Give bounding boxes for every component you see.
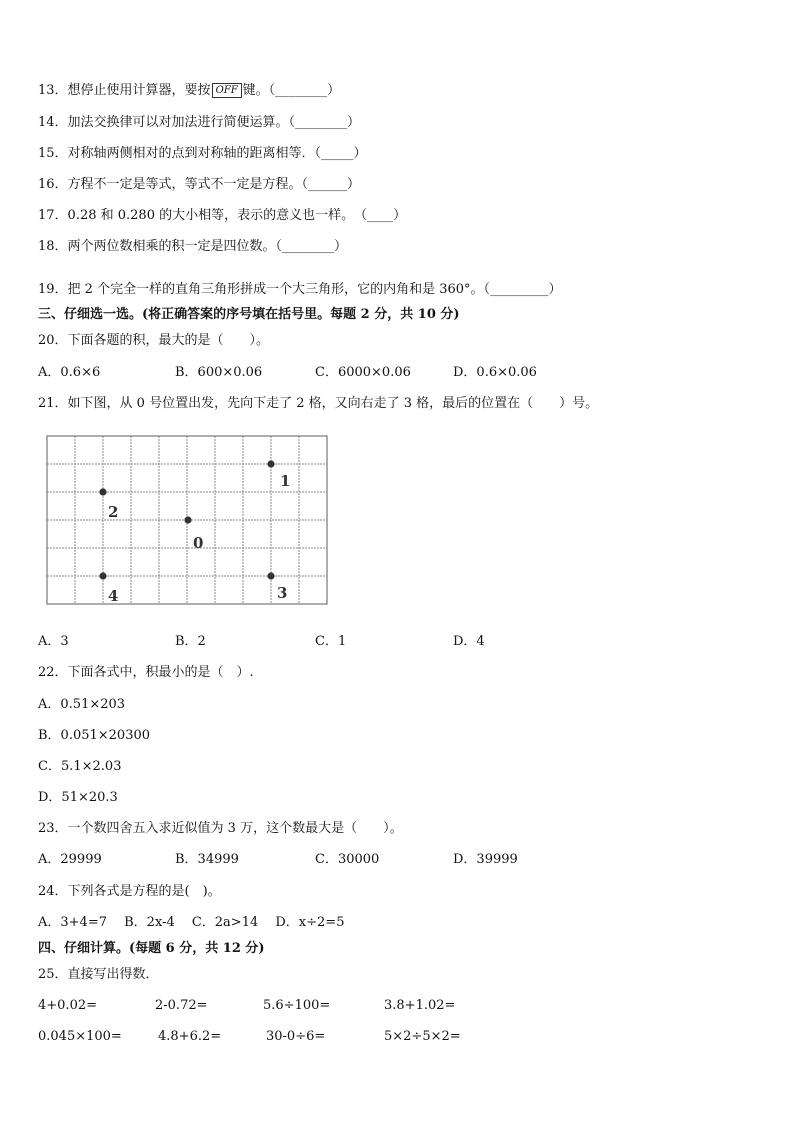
q20-option-c: C．6000×0.06 xyxy=(315,365,411,380)
question-text: 0.28 和 0.280 的大小相等，表示的意义也一样。 （____） xyxy=(67,208,407,223)
question-text: 加法交换律可以对加法进行简便运算。（________） xyxy=(67,115,361,130)
calc-item: 5×2÷5×2= xyxy=(384,1029,461,1044)
question-text: 对称轴两侧相对的点到对称轴的距离相等．（_____） xyxy=(67,146,367,161)
grid-point-label-4: 4 xyxy=(108,587,119,605)
section-heading-4: 四、仔细计算。(每题 6 分，共 12 分) xyxy=(38,941,265,956)
question-19 xyxy=(38,281,562,299)
position-grid xyxy=(44,433,330,608)
q23-option-b: B．34999 xyxy=(175,852,239,867)
question-24: 24．下列各式是方程的是( )。 xyxy=(38,884,221,899)
calc-item: 0.045×100= xyxy=(38,1029,122,1044)
q22-option-c: C．5.1×2.03 xyxy=(38,759,122,774)
grid-point-label-1: 1 xyxy=(280,472,291,490)
q21-option-c: C．1 xyxy=(315,634,347,649)
calc-item: 2-0.72= xyxy=(155,998,208,1013)
grid-point-2 xyxy=(99,488,106,495)
question-20: 20．下面各题的积，最大的是（ ）。 xyxy=(38,333,270,348)
grid-figure xyxy=(44,433,330,608)
grid-point-4 xyxy=(99,572,106,579)
q22-option-a: A．0.51×203 xyxy=(38,697,126,712)
q23-option-c: C．30000 xyxy=(315,852,380,867)
question-25: 25．直接写出得数． xyxy=(38,967,159,982)
question-23: 23．一个数四舍五入求近似值为 3 万，这个数最大是（ ）。 xyxy=(38,821,403,836)
grid-point-0 xyxy=(184,516,191,523)
grid-point-label-0: 0 xyxy=(193,534,204,552)
question-14 xyxy=(38,114,360,132)
q20-option-d: D．0.6×0.06 xyxy=(453,365,537,380)
question-number: 16． xyxy=(38,177,68,192)
calc-item: 4+0.02= xyxy=(38,998,98,1013)
calc-item: 30-0÷6= xyxy=(266,1029,326,1044)
question-number: 14． xyxy=(38,115,68,130)
q21-option-d: D．4 xyxy=(453,634,485,649)
calc-item: 4.8+6.2= xyxy=(158,1029,222,1044)
question-17 xyxy=(38,207,406,225)
question-21: 21．如下图，从 0 号位置出发，先向下走了 2 格，又向右走了 3 格，最后的位置在（ ）号。 xyxy=(38,396,599,411)
question-15 xyxy=(38,145,367,163)
q20-option-b: B．600×0.06 xyxy=(175,365,263,380)
section-heading-3: 三、仔细选一选。(将正确答案的序号填在括号里。每题 2 分，共 10 分) xyxy=(38,307,460,322)
question-number: 18． xyxy=(38,239,68,254)
question-number: 13． xyxy=(38,83,68,98)
question-16 xyxy=(38,176,360,194)
grid-point-label-2: 2 xyxy=(108,503,119,521)
calc-item: 3.8+1.02= xyxy=(384,998,456,1013)
q22-option-d: D．51×20.3 xyxy=(38,790,118,805)
question-text: 把 2 个完全一样的直角三角形拼成一个大三角形，它的内角和是 360°。（_________） xyxy=(67,282,562,297)
q23-option-d: D．39999 xyxy=(453,852,518,867)
question-18 xyxy=(38,238,347,256)
grid-point-1 xyxy=(267,460,274,467)
question-text: 方程不一定是等式，等式不一定是方程。（______） xyxy=(67,177,361,192)
question-number: 19． xyxy=(38,282,68,297)
q22-option-b: B．0.051×20300 xyxy=(38,728,151,743)
q21-option-a: A．3 xyxy=(38,634,69,649)
question-13 xyxy=(38,82,340,100)
question-text: 想停止使用计算器，要按 xyxy=(67,83,211,98)
grid-point-label-3: 3 xyxy=(277,584,288,602)
question-number: 17． xyxy=(38,208,68,223)
q20-option-a: A．0.6×6 xyxy=(38,365,101,380)
answer-blank: 键。（________） xyxy=(242,83,341,98)
off-key-icon: OFF xyxy=(212,83,242,98)
q24-options: A．3+4=7 B．2x-4 C．2a>14 D．x÷2=5 xyxy=(38,915,345,930)
grid-point-3 xyxy=(267,572,274,579)
q21-option-b: B．2 xyxy=(175,634,206,649)
q23-option-a: A．29999 xyxy=(38,852,102,867)
calc-item: 5.6÷100= xyxy=(263,998,331,1013)
question-22: 22．下面各式中，积最小的是（ ）. xyxy=(38,665,254,680)
question-text: 两个两位数相乘的积一定是四位数。（________） xyxy=(67,239,348,254)
question-number: 15． xyxy=(38,146,68,161)
